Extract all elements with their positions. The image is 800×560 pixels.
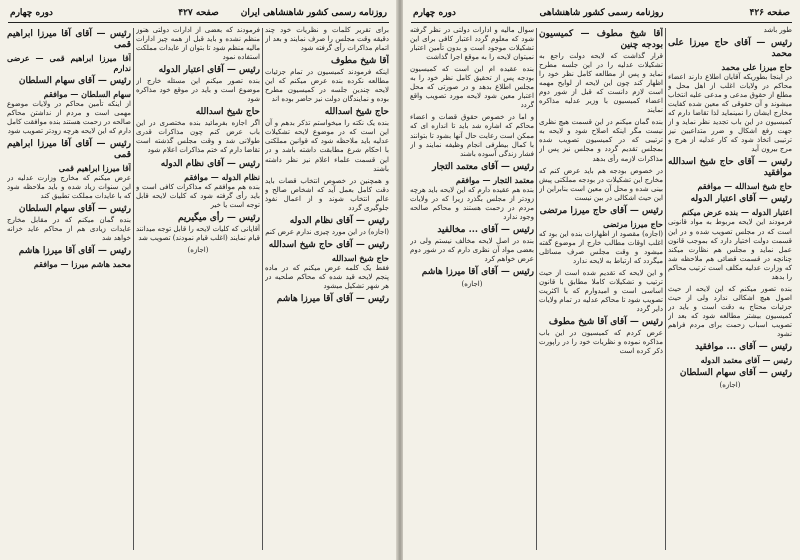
- text-paragraph: عرض میکنم که مخارج وزارت عدلیه در این سنوات زیاد شده و باید ملاحظه شود که با عایدات مملکت تطبیق کند: [7, 174, 131, 201]
- text-paragraph: و اما در خصوص حقوق قضات و اعضاء محاکم که اشاره شد باید تا اندازه ای که ممکن است رعایت حال آنها بشود تا بتوانند با کمال بیطرفی انجام وظیفه نمایند و از فشار زندگی آسوده باشند: [410, 113, 534, 158]
- speaker-subheading: محمد هاشم میرزا — موافقم: [33, 259, 131, 270]
- text-paragraph: (اجازه) مقصود از اظهارات بنده این بود که اغلب اوقات مطالب خارج از موضوع گفته میشود و وقت مجلس صرف مسائلی میگردد که ارتباط به لایحه ندارد: [539, 229, 663, 265]
- speaker-heading: رئیس — آقای آقا میرزا ابراهیم قمی: [7, 139, 131, 161]
- speaker-heading: حاج شیخ اسدالله: [195, 107, 260, 118]
- text-paragraph: بنده گمان میکنم در این قسمت هیچ نظری نیست مگر اینکه اصلاح شود و لایحه به ترتیبی که در کمیسیون تصویب شده بمجلس تقدیم گردد و مجلس نیز پس از مذاکرات لازمه رأی بدهد: [539, 118, 663, 163]
- text-paragraph: فرمودند این لایحه مربوط به مواد قانونی است که در مجلس تصویب شده و در این قسمت دولت اختیار دارد که بموجب قانون عمل نماید و مجلس هم نظارت میکند چنانچه در قسمت قضائی هم ملاحظه شد که وزارت عدلیه مکلف است ترتیب محاکم را بدهد: [668, 218, 792, 281]
- speaker-subheading: اعتبار الدوله — بنده عرض میکنم: [681, 207, 792, 218]
- speaker-heading: آقا شیخ مطوف: [330, 56, 389, 67]
- speaker-heading: رئیس — آقای ... موافقید: [695, 342, 792, 353]
- text-paragraph: در اینجا بطوریکه آقایان اطلاع دارند اعضاء محاکم در ولایات اغلب از اهل محل و مطلع از حقوق مدعی و مدعی علیه انتخاب میشوند و آن حقوقی که معین شده کفایت مخارج ایشان را نمینماید لذا تقاضا دارم که کمیسیون در این باب تجدید نظر نماید و از جهت رفع اشکال و ضرر متداعیین نیز ترتیبی اتخاذ شود که کار عدلیه از هرج و مرج بیرون آید: [668, 73, 792, 154]
- text-paragraph: عرض کردم که کمیسیون در این باب مذاکره نموده و نظریات خود را در راپورت ذکر کرده است: [539, 329, 663, 356]
- speaker-heading: رئیس — آقای سهام السلطان: [679, 368, 792, 379]
- centered-note: (اجازه): [461, 279, 483, 288]
- speaker-subheading: حاج شیخ اسدالله — موافقم: [697, 181, 792, 192]
- text-paragraph: سوال مالیه و ادارات دولتی در نظر گرفته شود که معلوم گردد اعتبار کافی برای این تشکیلات موجود است و بدون تأمین اعتبار نمیتوان لایحه را به موقع اجرا گذاشت: [410, 26, 534, 62]
- speaker-heading: رئیس — آقای نظام الدوله: [160, 158, 260, 169]
- header-rule: [8, 22, 389, 23]
- text-paragraph: اینکه فرمودند کمیسیون در تمام جزئیات مطالعه نکرده بنده عرض میکنم که این لایحه چندین جلسه در کمیسیون مطرح بوده و نمایندگان دولت نیز حاضر بوده اند: [265, 68, 389, 104]
- text-paragraph: از اینکه تأمین محاکم در ولایات موضوع مهمی است و مردم از نداشتن محاکم صالحه در زحمت هستند بنده موافقت کامل دارم که این لایحه هرچه زودتر تصویب شود: [7, 100, 131, 136]
- speaker-heading: رئیس — رأی میگیریم: [177, 212, 260, 223]
- speaker-heading: رئیس — آقای معتمد التجار: [432, 161, 534, 172]
- centered-note: (اجازه): [719, 381, 741, 390]
- text-paragraph: برای تقریر کلمات و نظریات خود چند دقیقه وقت مجلس را صرف نمایند و بعد از اتمام مذاکرات رأی گرفته شود: [265, 26, 389, 53]
- speaker-heading: رئیس — آقای آقا شیخ مطوف: [548, 317, 663, 328]
- speaker-heading: رئیس — آقای حاج شیخ اسدالله: [268, 239, 389, 250]
- text-paragraph: بنده در اصل لایحه مخالف نیستم ولی در بعضی مواد آن نظری دارم که در شور دوم عرض خواهم کرد: [410, 236, 534, 263]
- journal-title: روزنامه رسمی کشور شاهنشاهی: [539, 8, 664, 18]
- speaker-subheading: معتمد التجار — موافقم: [455, 174, 534, 185]
- text-paragraph: بنده یک نکته را میخواستم تذکر بدهم و آن این است که در موضوع لایحه تشکیلات عدلیه باید ملاحظه شود که قوانین مملکتی با احکام شرع مطابقت داشته باشد و در این قسمت علماء اعلام نیز نظر داشته باشند: [265, 119, 389, 173]
- column-divider: [536, 28, 537, 550]
- text-paragraph: بنده هم موافقم که مذاکرات کافی است و باید رأی گرفته شود که کلیات لایحه قابل توجه است یا خیر: [136, 182, 260, 209]
- speaker-heading: رئیس — آقای آقا میرزا هاشم: [276, 293, 389, 304]
- text-paragraph: در خصوص بودجه هم باید عرض کنم که مخارج این تشکیلات در بودجه مملکتی پیش بینی شده و محل آن معین است بنابراین از این حیث اشکالی در بین نیست: [539, 166, 663, 202]
- text-paragraph: و این لایحه که تقدیم شده است از حیث ترتیب و تشکیلات کاملا مطابق با قانون اساسی است و امیدوارم که با اکثریت تصویب شود تا محاکم عدلیه در تمام ولایات دایر گردد: [539, 268, 663, 314]
- text-column: [7, 26, 131, 552]
- speaker-heading: رئیس — آقای آقا میرزا هاشم: [421, 266, 534, 277]
- text-paragraph: بنده عقیده ام این است که کمیسیون بودجه پس از تحقیق کامل نظر خود را به مجلس اطلاع بدهد و در صورتی که محل اعتبار معین شود لایحه مورد تصویب واقع گردد: [410, 65, 534, 110]
- text-paragraph: اگر اجازه بفرمائید بنده مختصری در این باب عرض کنم چون مذاکرات قدری طولانی شد و وقت مجلس گذشته است تقاضا دارم که ختم مذاکرات اعلام شود: [136, 119, 260, 155]
- speaker-subheading: حاج میرزا علی محمد: [721, 62, 792, 73]
- speaker-heading: رئیس — آقای ... مخالفید: [437, 224, 534, 235]
- speaker-heading: رئیس — آقای نظام الدوله: [289, 215, 389, 226]
- text-paragraph: بنده گمان میکنم که در مقابل مخارج عایدات زیادی هم از محاکم عاید خزانه خواهد شد: [7, 216, 131, 243]
- speaker-heading: حاج شیخ اسدالله: [324, 107, 389, 118]
- text-paragraph: طور باشد: [763, 26, 792, 34]
- speaker-heading: رئیس — آقای حاج شیخ اسدالله موافقید: [668, 157, 792, 179]
- left-page-header: [10, 6, 387, 22]
- column-divider: [262, 28, 263, 550]
- page-number: صفحه ۴۲۶: [749, 8, 790, 18]
- text-column: [539, 26, 663, 552]
- speaker-subheading: رئیس — آقای معتمد الدوله: [700, 355, 792, 366]
- text-paragraph: قرار گذاشت که لایحه دولت راجع به تشکیلات عدلیه را در این جلسه مطرح نماید و پس از مطالعه کامل نظر خود را اظهار کند چون این لایحه از لوایح مهمه است لازم دانست که قبل از شور دوم اعضاء کمیسیون با وزیر عدلیه مذاکره نمایند: [539, 52, 663, 115]
- centered-note: (اجازه): [187, 245, 209, 254]
- speaker-subheading: حاج میرزا مرتضی: [603, 218, 663, 229]
- speaker-heading: رئیس — آقای حاج میرزا مرتضی: [539, 205, 663, 216]
- journal-title: روزنامه رسمی کشور شاهنشاهی ایران: [240, 8, 387, 18]
- text-paragraph: فرمودند که بعضی از ادارات دولتی هنوز منظم نشده و باید قبل از همه چیز ادارات مالیه منظم شود تا بتوان از عایدات مملکت استفاده نمود: [136, 26, 260, 62]
- text-paragraph: فقط یک کلمه عرض میکنم که در ماده پنجم لایحه قید شده که محاکم صلحیه در هر شهر تشکیل میشود: [265, 263, 389, 290]
- text-paragraph: و همچنین در خصوص انتخاب قضات باید دقت کامل بعمل آید که اشخاص صالح و عالم انتخاب شوند و از اعمال نفوذ جلوگیری گردد: [265, 176, 389, 212]
- right-page: [403, 0, 800, 560]
- speaker-heading: رئیس — آقای اعتبار الدوله: [158, 65, 260, 76]
- text-paragraph: بنده هم عقیده دارم که این لایحه باید هرچه زودتر از مجلس بگذرد زیرا که در ولایات مردم در زحمت هستند و محاکم صالحه وجود ندارد: [410, 185, 534, 221]
- speaker-subheading: نظام الدوله — موافقم: [184, 171, 260, 182]
- speaker-heading: رئیس — آقای اعتبار الدوله: [690, 194, 792, 205]
- text-paragraph: آقایانی که کلیات لایحه را قابل توجه میدانند قیام نمایند (اغلب قیام نمودند) تصویب شد: [136, 224, 260, 242]
- speaker-heading: رئیس — آقای آقا میرزا هاشم: [18, 246, 131, 257]
- text-column: [265, 26, 389, 552]
- text-column: [410, 26, 534, 552]
- left-page-columns: [8, 26, 389, 552]
- speaker-heading: رئیس — آقای سهام السلطان: [18, 76, 131, 86]
- header-rule: [411, 22, 792, 23]
- period-label: دوره چهارم: [413, 8, 456, 18]
- speaker-heading: رئیس — آقای آقا میرزا ابراهیم قمی: [7, 29, 131, 50]
- right-page-columns: [411, 26, 792, 552]
- period-label: دوره چهارم: [10, 8, 53, 18]
- column-divider: [665, 28, 666, 550]
- column-divider: [133, 28, 134, 550]
- speaker-heading: رئیس — آقای سهام السلطان: [18, 204, 131, 215]
- text-paragraph: بنده تصور میکنم که این لایحه از حیث اصول هیچ اشکالی ندارد ولی از حیث جزئیات محتاج به دقت است و باید در کمیسیون بیشتر مطالعه شود که بعد از تصویب اسباب زحمت برای مردم فراهم نشود: [668, 284, 792, 339]
- speaker-heading: آقا شیخ مطوف — کمیسیون بودجه چنین: [539, 29, 663, 50]
- text-paragraph: بنده تصور میکنم این مسئله خارج از موضوع است و باید در موقع خود مذاکره شود: [136, 77, 260, 104]
- left-page: [0, 0, 397, 560]
- right-page-header: [413, 6, 790, 22]
- speaker-subheading: سهام السلطان — موافقم: [43, 89, 131, 99]
- text-column: [668, 26, 792, 552]
- text-paragraph: (اجازه) در این مورد چیزی ندارم عرض کنم: [265, 227, 389, 236]
- page-number: صفحه ۴۲۷: [178, 8, 219, 18]
- speaker-subheading: حاج شیخ اسدالله: [331, 252, 389, 263]
- text-column: [136, 26, 260, 552]
- speaker-subheading: آقا میرزا ابراهیم قمی — عرضی ندارم: [7, 53, 131, 73]
- speaker-heading: رئیس — آقای حاج میرزا علی محمد: [668, 38, 792, 60]
- speaker-subheading: آقا میرزا ابراهیم قمی: [58, 163, 131, 174]
